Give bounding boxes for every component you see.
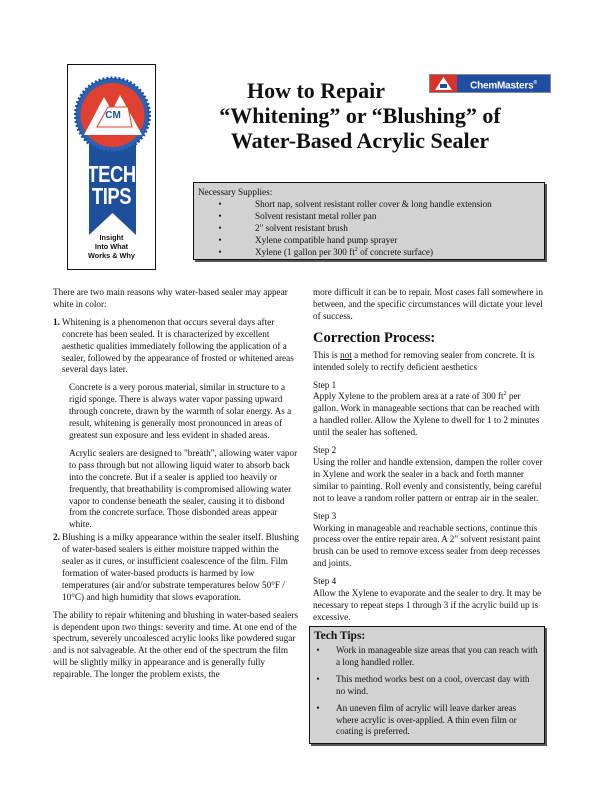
bullet-icon: • [218, 199, 222, 209]
step-1 [313, 380, 545, 440]
supply-item [216, 246, 540, 258]
necessary-supplies-box [193, 182, 545, 260]
supplies-list [198, 198, 540, 258]
step-text: Working in manageable and reachable sections, continue this process over the entire repair area. A 2" solvent resistant paint brush can be used to remove excess sealer from deep recesses and joints. [313, 522, 541, 569]
reason-paragraph: Acrylic sealers are designed to "breath", allowing water vapor to pass through but not allowing liquid water to absorb back into the concrete. But if a sealer is applied too heavily or frequently, that breathability is compromised allowing water vapor to condense beneath the sealer, causing it to disbond from the concrete surface. Those disbonded areas appear white. [69, 447, 298, 530]
registered-mark: ® [533, 80, 537, 86]
supply-item [216, 198, 540, 210]
reason-paragraph: Whitening is a phenomenon that occurs several days after concrete has been sealed. It is characterized by excellent aesthetic qualities immediately following the application of a sealer, followed by the appearance of frosted or whitened areas several days later. [62, 316, 294, 375]
superscript: 2 [503, 391, 507, 398]
correction-intro [313, 350, 545, 374]
tech-tips-heading: Tech Tips: [314, 630, 366, 642]
reason-paragraph: Blushing is a milky appearance within the sealer itself. Blushing of water-based sealers is either moisture trapped within the sealer as it cures, or insufficient coalescence of the film. Film formation of water-based products is harmed by low temperatures (air and/or substrate temperatures below 50°F / 10°C) and high humidity that slows evaporation. [62, 532, 299, 602]
tech-tip-text: Work in manageable size areas that you can reach with a long handled roller. [336, 645, 538, 667]
supplies-heading: Necessary Supplies: [198, 187, 273, 197]
supply-item-text: of concrete surface) [357, 247, 434, 257]
step-text [313, 391, 545, 439]
tagline-line: Insight [99, 233, 124, 242]
badge-title-line2: TIPS [91, 183, 132, 209]
step-label: Step 4 [313, 576, 337, 587]
correction-heading: Correction Process: [313, 329, 436, 346]
chemmasters-logo [429, 74, 551, 93]
logo-wordmark [457, 75, 550, 92]
closing-paragraph: The ability to repair whitening and blushing in water-based sealers is dependent upon two things: severity and time. At one end of the spectrum, severely uncoalesced acrylic looks like powdered sugar and is not salvageable. At the other end of the spectrum the film will be slightly milky in appearance and is generally fully repairable. The longer the problem exists, the [53, 609, 298, 680]
supply-item-text: 2" solvent resistant brush [255, 223, 348, 233]
reason-1 [53, 317, 301, 377]
step-2 [313, 445, 545, 505]
step-label: Step 1 [313, 379, 337, 390]
bullet-icon: • [316, 702, 320, 713]
tech-tip-item [314, 703, 540, 739]
intro-lead: There are two main reasons why water-based sealer may appear white in color: [53, 287, 288, 309]
reason-number: 1. [53, 316, 60, 327]
supply-item [216, 234, 540, 246]
bullet-icon: • [316, 645, 320, 655]
title-line-2: “Whitening” or “Blushing” of [219, 103, 501, 128]
closing-paragraph-continued: more difficult it can be to repair. Most cases fall somewhere in between, and the specific circumstances will dictate your level of success. [313, 287, 543, 321]
tech-tip-item [314, 645, 540, 669]
bullet-icon: • [218, 235, 222, 245]
tech-tip-text: An uneven film of acrylic will leave darker areas where acrylic is over-applied. A thin even film or coating is preferred. [336, 702, 517, 737]
superscript: 2 [354, 246, 358, 253]
left-column [53, 287, 301, 681]
bullet-icon: • [316, 673, 320, 684]
step-text: Allow the Xylene to evaporate and the sealer to dry. It may be necessary to repeat steps 1 through 3 if the acrylic build up is excessive. [313, 588, 542, 622]
tech-tip-item [314, 674, 540, 698]
supply-item-text: Short nap, solvent resistant roller cover & long handle extension [255, 199, 492, 209]
supply-item [216, 210, 540, 222]
logo-mark-icon [430, 75, 457, 92]
step-3 [313, 511, 545, 571]
title-line-3: Water-Based Acrylic Sealer [230, 128, 490, 153]
logo-wordmark-text: ChemMasters [470, 80, 534, 92]
step-label: Step 2 [313, 445, 337, 456]
tech-tips-box [309, 626, 545, 744]
correction-intro-text: a method for removing sealer from concrete. It is intended solely to rectify deficient aesthetics [313, 349, 535, 372]
step-4 [313, 576, 545, 624]
tagline-line: Into What [94, 242, 129, 251]
step-text-part: Apply Xylene to the problem area at a rate of 300 ft [313, 391, 504, 402]
bullet-icon: • [218, 223, 222, 233]
reason-number: 2. [53, 532, 60, 543]
badge-title-line1: TECH [87, 161, 136, 187]
reason-2 [53, 532, 301, 603]
step-text-part: per gallon. Work in manageable sections that can be reached with a handled roller. Allow the Xylene to dwell for 1 to 2 minutes until the sealer has softened. [313, 391, 540, 438]
seal-text: CM [105, 110, 121, 121]
bullet-icon: • [218, 247, 222, 257]
title-line-1: How to Repair [246, 78, 386, 103]
supply-item-text: Xylene (1 gallon per 300 ft [255, 247, 355, 257]
tech-tip-text: This method works best on a cool, overcast day with no wind. [336, 673, 530, 696]
reason-paragraph: Concrete is a very porous material, similar in structure to a rigid sponge. There is always water vapor passing upward through concrete, drawn by the warmth of solar energy. As a result, whitening is generally most pronounced in areas of greatest sun exposure and less evident in shaded areas. [69, 382, 292, 440]
supply-item-text: Solvent resistant metal roller pan [255, 211, 377, 221]
correction-intro-text: This is [313, 349, 341, 360]
correction-intro-emphasis: not [340, 349, 352, 360]
tech-tips-badge [67, 64, 156, 270]
tagline-line: Works & Why [88, 251, 135, 260]
bullet-icon: • [218, 211, 222, 221]
step-label: Step 3 [313, 510, 337, 521]
supply-item-text: Xylene compatible hand pump sprayer [255, 235, 398, 245]
badge-tagline [68, 233, 155, 260]
right-column [313, 287, 545, 624]
supply-item [216, 222, 540, 234]
step-text: Using the roller and handle extension, dampen the roller cover in Xylene and work the sealer in a back and forth manner similar to painting. Roll evenly and consistently, being careful not to leave a random roller pattern or entrap air in the sealer. [313, 456, 543, 503]
